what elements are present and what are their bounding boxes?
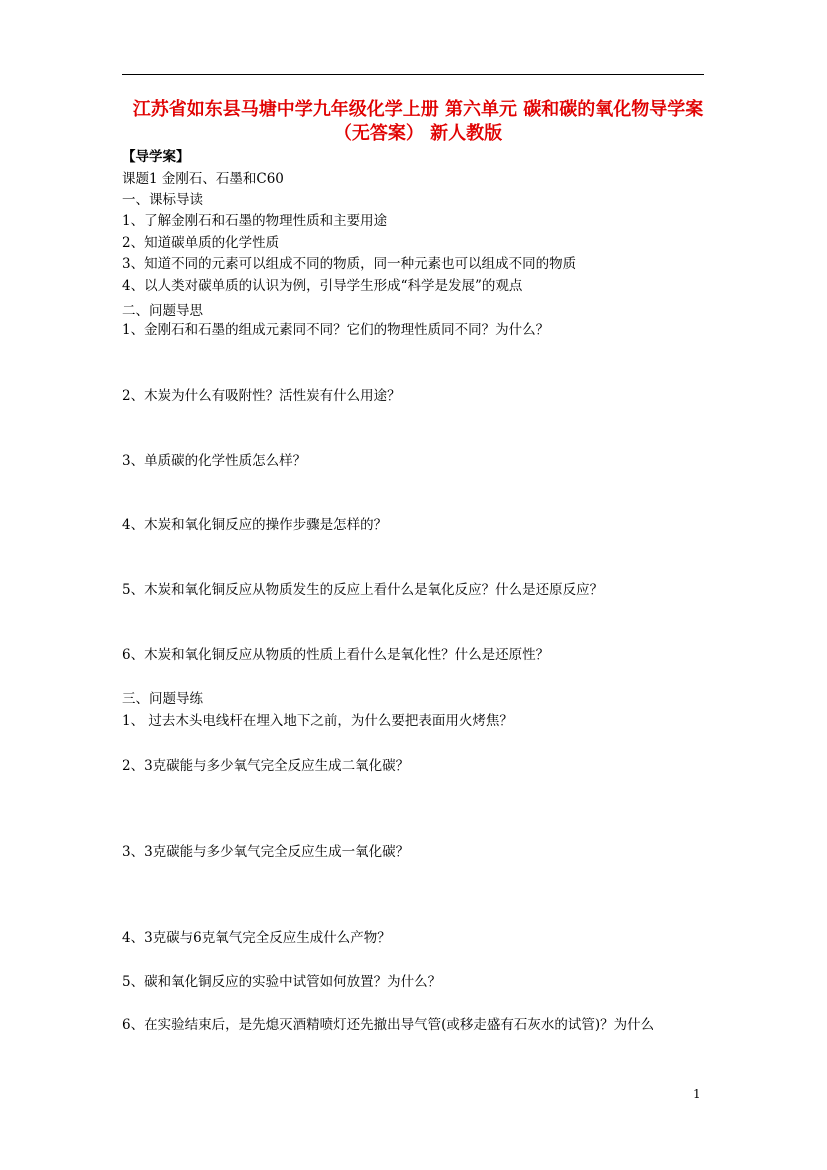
guided-question: 4、木炭和氧化铜反应的操作步骤是怎样的？ [122,517,388,533]
practice-question: 2、3克碳能与多少氧气完全反应生成二氧化碳？ [122,758,410,774]
guided-question: 2、木炭为什么有吸附性？活性炭有什么用途？ [122,388,401,404]
guided-question: 6、木炭和氧化铜反应从物质的性质上看什么是氧化性？什么是还原性？ [122,647,550,663]
objective-item: 2、知道碳单质的化学性质 [122,235,280,251]
objective-item: 4、以人类对碳单质的认识为例，引导学生形成“科学是发展”的观点 [122,278,523,294]
practice-question: 1、 过去木头电线杆在埋入地下之前，为什么要把表面用火烤焦？ [122,713,513,729]
header-rule [122,74,704,75]
practice-question: 4、3克碳与6克氧气完全反应生成什么产物？ [122,930,391,946]
guided-question: 3、单质碳的化学性质怎么样？ [122,453,307,469]
objective-item: 1、了解金刚石和石墨的物理性质和主要用途 [122,213,388,229]
practice-question: 5、碳和氧化铜反应的实验中试管如何放置？为什么？ [122,974,442,990]
page-number: 1 [693,1087,701,1101]
objective-item: 3、知道不同的元素可以组成不同的物质，同一种元素也可以组成不同的物质 [122,256,577,272]
section-header: 【导学案】 [122,149,190,165]
guided-questions-heading: 二、问题导思 [122,303,203,319]
guided-question: 1、金刚石和石墨的组成元素同不同？它们的物理性质同不同？为什么？ [122,322,550,338]
practice-question: 3、3克碳能与多少氧气完全反应生成一氧化碳？ [122,844,410,860]
document-title: 江苏省如东县马塘中学九年级化学上册 第六单元 碳和碳的氧化物导学案（无答案） 新人教版 [132,99,704,144]
lesson-title: 课题1 金刚石、石墨和C60 [122,171,284,187]
guided-question: 5、木炭和氧化铜反应从物质发生的反应上看什么是氧化反应？什么是还原反应？ [122,582,604,598]
practice-heading: 三、问题导练 [122,691,203,707]
objectives-heading: 一、课标导读 [122,192,203,208]
practice-question: 6、在实验结束后，是先熄灭酒精喷灯还先撤出导气管(或移走盛有石灰水的试管)？为什么 [122,1017,655,1033]
